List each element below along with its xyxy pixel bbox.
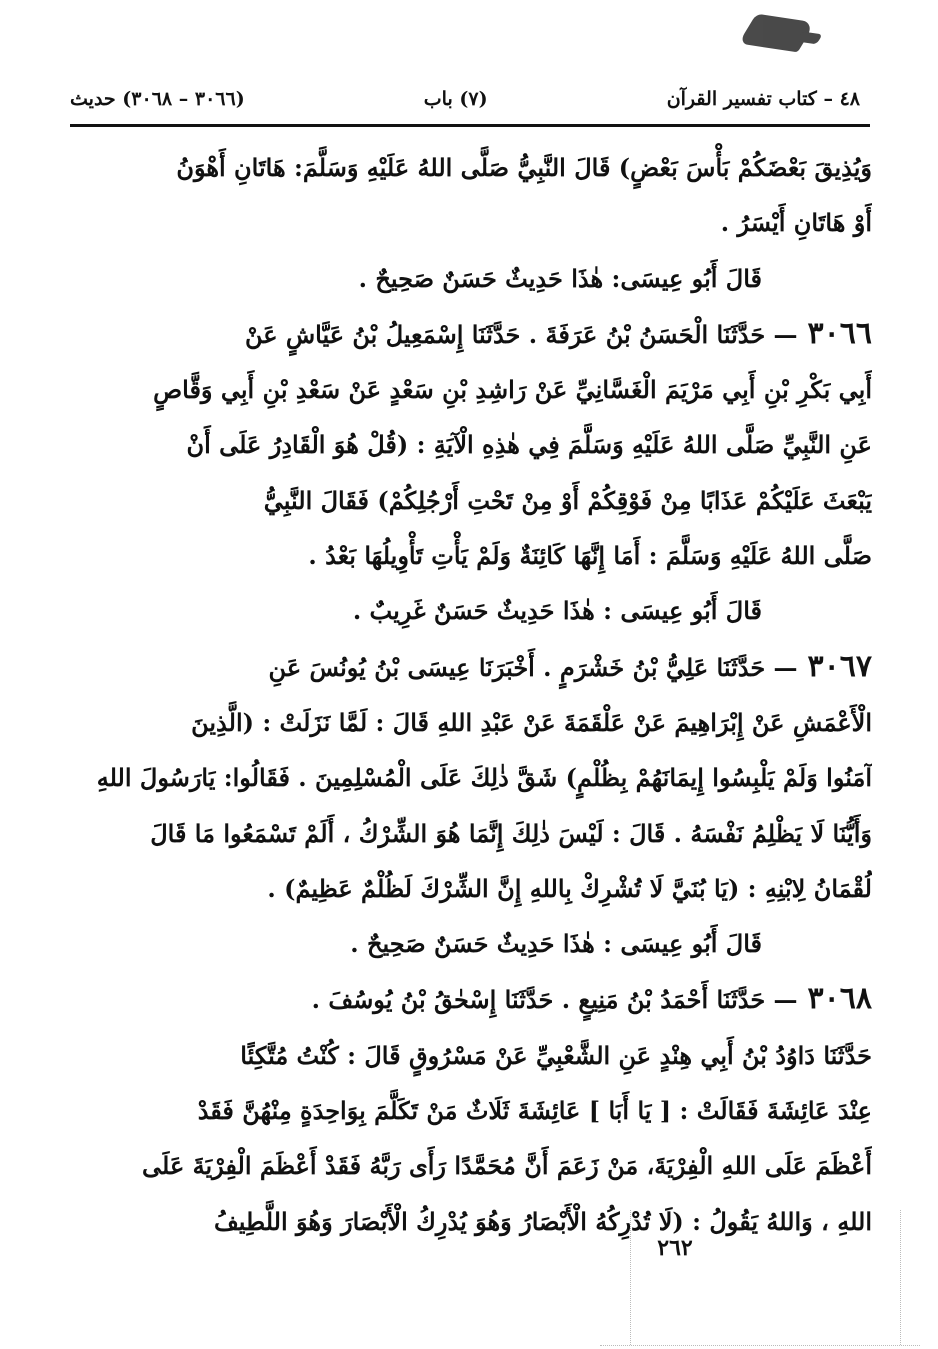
hadith-number: ٣٠٦٧ (807, 648, 872, 684)
text-line (72, 806, 872, 861)
scan-border (600, 1345, 920, 1347)
scan-artifact (738, 14, 815, 53)
line-text: حَدَّثَنَا دَاوُدُ بْنُ أَبِي هِنْدٍ عَنِ الشَّعْبِيِّ عَنْ مَسْرُوقٍ قَالَ : كُنْتُ مُتَّكِئًا (240, 1040, 872, 1070)
line-text: لُقْمَانُ لِابْنِهِ : (يَا بُنَيَّ لَا تُشْرِكْ بِاللهِ إِنَّ الشِّرْكَ لَظُلْمٌ عَظِيمٌ) . (267, 873, 872, 903)
hadith-start-line (72, 306, 872, 362)
line-text: عِنْدَ عَائِشَةَ فَقَالَتْ : [ يَا أَبَا ] عَائِشَةَ ثَلَاثٌ مَنْ تَكَلَّمَ بِوَاحِدَةٍ مِنْهُنَّ فَقَدْ (197, 1096, 872, 1126)
scan-border (900, 1210, 902, 1345)
text-line (72, 916, 872, 971)
line-text: قَالَ أَبُو عِيسَى : هٰذَا حَدِيثٌ حَسَنٌ صَحِيحٌ . (350, 929, 762, 959)
page-header (70, 80, 860, 118)
line-text: اللهِ ، وَاللهُ يَقُولُ : (لَا تُدْرِكُهُ الْأَبْصَارُ وَهُوَ يُدْرِكُ الْأَبْصَارَ وَهُوَ اللَّطِيفُ (213, 1206, 872, 1236)
page-number: ٢٦٢ (657, 1235, 693, 1261)
line-text: أَوْ هَاتَانِ أَيْسَرُ . (720, 208, 872, 238)
line-text: قَالَ أَبُو عِيسَى: هٰذَا حَدِيثٌ حَسَنٌ صَحِيحٌ . (358, 263, 762, 293)
text-line (72, 695, 872, 750)
chapter-label: (٧) باب (423, 88, 488, 110)
header-rule (70, 124, 870, 127)
hadith-number: ٣٠٦٨ (807, 981, 872, 1017)
line-text: الْأَعْمَشِ عَنْ إِبْرَاهِيمَ عَنْ عَلْقَمَةَ عَنْ عَبْدِ اللهِ قَالَ : لَمَّا نَزَلَتْ : (الَّذِينَ (191, 707, 872, 737)
text-line (72, 1138, 872, 1193)
running-title: ٤٨ – كتاب تفسير القرآن (666, 88, 860, 110)
line-text: — حَدَّثَنَا الْحَسَنُ بْنُ عَرَفَةَ . حَدَّثَنَا إِسْمَعِيلُ بْنُ عَيَّاشٍ عَنْ (244, 319, 798, 349)
text-line (72, 362, 872, 417)
scan-border (630, 1210, 632, 1345)
text-line (72, 251, 872, 306)
line-text: أَبِي بَكْرِ بْنِ أَبِي مَرْيَمَ الْغَسَّانِيِّ عَنْ رَاشِدِ بْنِ سَعْدٍ عَنْ سَعْدِ بْنِ أَبِي وَقَّاصٍ (153, 375, 872, 405)
text-line (72, 583, 872, 638)
line-text: وَيُذِيقَ بَعْضَكُمْ بَأْسَ بَعْضٍ) قَالَ النَّبِيُّ صَلَّى اللهُ عَلَيْهِ وَسَلَّمَ: هَاتَانِ أَهْوَنُ (176, 153, 872, 182)
hadith-start-line (72, 971, 872, 1027)
text-line (72, 140, 872, 195)
text-line (72, 1083, 872, 1138)
line-text: وَأَيُّنَا لَا يَظْلِمُ نَفْسَهُ . قَالَ : لَيْسَ ذٰلِكَ إِنَّمَا هُوَ الشِّرْكُ ، أَلَمْ تَسْمَعُوا مَا قَالَ (150, 818, 872, 848)
hadith-range: (٣٠٦٦ – ٣٠٦٨) حديث (70, 88, 245, 110)
line-text: أَعْظَمَ عَلَى اللهِ الْفِرْيَةَ، مَنْ زَعَمَ أَنَّ مُحَمَّدًا رَأَى رَبَّهُ فَقَدْ أَعْظَمَ الْفِرْيَةَ عَلَى (142, 1151, 872, 1181)
text-line (72, 417, 872, 472)
line-text: عَنِ النَّبِيِّ صَلَّى اللهُ عَلَيْهِ وَسَلَّمَ فِي هٰذِهِ الْآيَةِ : (قُلْ هُوَ الْقَادِرُ عَلَى أَنْ (186, 430, 872, 460)
text-line (72, 1194, 872, 1249)
text-line (72, 1028, 872, 1083)
line-text: قَالَ أَبُو عِيسَى : هٰذَا حَدِيثٌ حَسَنٌ غَرِيبٌ . (352, 596, 762, 626)
hadith-number: ٣٠٦٦ (807, 315, 872, 351)
text-line (72, 750, 872, 805)
text-line (72, 473, 872, 528)
line-text: صَلَّى اللهُ عَلَيْهِ وَسَلَّمَ : أَمَا إِنَّهَا كَائِنَةٌ وَلَمْ يَأْتِ تَأْوِيلُهَا بَعْدُ . (308, 541, 872, 571)
line-text: — حَدَّثَنَا أَحْمَدُ بْنُ مَنِيعٍ . حَدَّثَنَا إِسْحٰقُ بْنُ يُوسُفَ . (311, 985, 798, 1015)
hadith-start-line (72, 639, 872, 695)
text-line (72, 861, 872, 916)
line-text: آمَنُوا وَلَمْ يَلْبِسُوا إِيمَانَهُمْ بِظُلْمٍ) شَقَّ ذٰلِكَ عَلَى الْمُسْلِمِينَ . فَقَالُوا: يَارَسُولَ اللهِ (96, 763, 872, 793)
text-body (72, 140, 872, 1249)
line-text: — حَدَّثَنَا عَلِيُّ بْنُ خَشْرَمٍ . أَخْبَرَنَا عِيسَى بْنُ يُونُسَ عَنِ (268, 652, 798, 682)
text-line (72, 528, 872, 583)
text-line (72, 195, 872, 250)
line-text: يَبْعَثَ عَلَيْكُمْ عَذَابًا مِنْ فَوْقِكُمْ أَوْ مِنْ تَحْتِ أَرْجُلِكُمْ) فَقَالَ النَّبِيُّ (263, 485, 872, 515)
